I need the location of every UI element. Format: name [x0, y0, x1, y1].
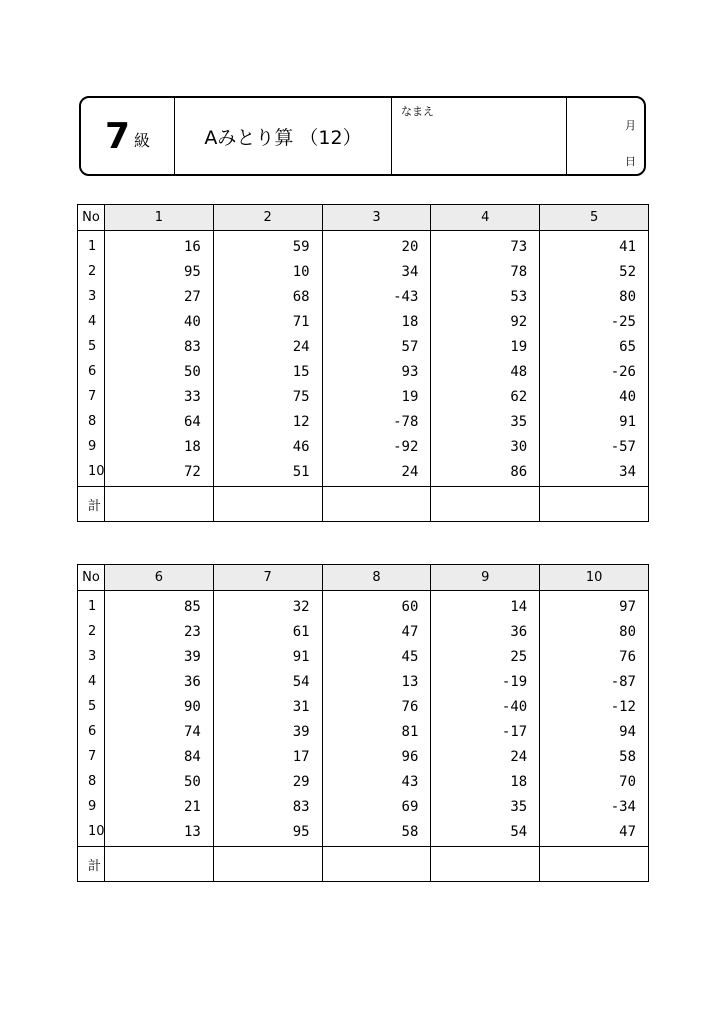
number-cell: 17	[213, 744, 322, 769]
number-cell: 12	[213, 409, 322, 434]
total-label: 計	[78, 487, 105, 522]
table-row	[78, 259, 649, 284]
answer-cell[interactable]	[105, 487, 214, 522]
row-number: 2	[78, 259, 105, 284]
worksheet-title: Aみとり算 （12）	[175, 98, 392, 174]
table-row	[78, 334, 649, 359]
number-cell: -34	[540, 794, 649, 819]
problem-column-header: 6	[105, 565, 214, 591]
grade-suffix: 級	[134, 130, 151, 150]
number-cell: -87	[540, 669, 649, 694]
table-header-row	[78, 205, 649, 231]
row-number: 3	[78, 284, 105, 309]
number-cell: 45	[322, 644, 431, 669]
number-cell: 71	[213, 309, 322, 334]
number-cell: -26	[540, 359, 649, 384]
month-label: 月	[625, 119, 636, 132]
number-cell: 19	[322, 384, 431, 409]
number-cell: 57	[322, 334, 431, 359]
answer-cell[interactable]	[431, 847, 540, 882]
row-number: 9	[78, 434, 105, 459]
table-row	[78, 384, 649, 409]
number-cell: 76	[322, 694, 431, 719]
row-number: 7	[78, 744, 105, 769]
row-number: 5	[78, 334, 105, 359]
number-cell: 21	[105, 794, 214, 819]
number-cell: 46	[213, 434, 322, 459]
number-cell: -19	[431, 669, 540, 694]
number-cell: 73	[431, 231, 540, 260]
number-cell: 90	[105, 694, 214, 719]
number-cell: 29	[213, 769, 322, 794]
problem-column-header: 10	[540, 565, 649, 591]
row-number: 5	[78, 694, 105, 719]
number-cell: 43	[322, 769, 431, 794]
table-row	[78, 591, 649, 620]
number-cell: 65	[540, 334, 649, 359]
number-cell: 20	[322, 231, 431, 260]
number-cell: 60	[322, 591, 431, 620]
table-row	[78, 644, 649, 669]
table-row	[78, 434, 649, 459]
number-cell: 52	[540, 259, 649, 284]
row-number: 6	[78, 359, 105, 384]
number-cell: 96	[322, 744, 431, 769]
table-row	[78, 409, 649, 434]
number-cell: 76	[540, 644, 649, 669]
number-cell: 50	[105, 769, 214, 794]
number-cell: 61	[213, 619, 322, 644]
problem-column-header: 4	[431, 205, 540, 231]
number-cell: 48	[431, 359, 540, 384]
number-cell: 95	[213, 819, 322, 847]
number-cell: 94	[540, 719, 649, 744]
table-row	[78, 694, 649, 719]
number-cell: 85	[105, 591, 214, 620]
answer-cell[interactable]	[105, 847, 214, 882]
answer-cell[interactable]	[322, 487, 431, 522]
no-header: No	[78, 205, 105, 231]
row-number: 7	[78, 384, 105, 409]
number-cell: 41	[540, 231, 649, 260]
number-cell: 32	[213, 591, 322, 620]
problem-column-header: 3	[322, 205, 431, 231]
number-cell: -25	[540, 309, 649, 334]
problem-column-header: 2	[213, 205, 322, 231]
number-cell: 58	[540, 744, 649, 769]
number-cell: 75	[213, 384, 322, 409]
row-number: 6	[78, 719, 105, 744]
number-cell: 93	[322, 359, 431, 384]
number-cell: 86	[431, 459, 540, 487]
number-cell: 33	[105, 384, 214, 409]
table-row	[78, 819, 649, 847]
table-row	[78, 459, 649, 487]
number-cell: 91	[213, 644, 322, 669]
number-cell: 92	[431, 309, 540, 334]
number-cell: 24	[213, 334, 322, 359]
problem-column-header: 9	[431, 565, 540, 591]
number-cell: -57	[540, 434, 649, 459]
number-cell: 40	[105, 309, 214, 334]
number-cell: 23	[105, 619, 214, 644]
number-cell: 54	[431, 819, 540, 847]
number-cell: 18	[105, 434, 214, 459]
number-cell: 80	[540, 619, 649, 644]
number-cell: 40	[540, 384, 649, 409]
number-cell: 80	[540, 284, 649, 309]
number-cell: 34	[540, 459, 649, 487]
number-cell: 30	[431, 434, 540, 459]
number-cell: 47	[322, 619, 431, 644]
number-cell: 18	[431, 769, 540, 794]
number-cell: 13	[105, 819, 214, 847]
table-row	[78, 284, 649, 309]
problem-column-header: 5	[540, 205, 649, 231]
total-label: 計	[78, 847, 105, 882]
number-cell: 14	[431, 591, 540, 620]
number-cell: -78	[322, 409, 431, 434]
number-cell: 34	[322, 259, 431, 284]
answer-cell[interactable]	[322, 847, 431, 882]
number-cell: 39	[213, 719, 322, 744]
row-number: 10	[78, 459, 105, 487]
number-cell: 62	[431, 384, 540, 409]
number-cell: 27	[105, 284, 214, 309]
grade-box	[81, 98, 175, 174]
row-number: 4	[78, 669, 105, 694]
number-cell: 25	[431, 644, 540, 669]
row-number: 8	[78, 409, 105, 434]
number-cell: 36	[105, 669, 214, 694]
number-cell: 36	[431, 619, 540, 644]
problem-column-header: 1	[105, 205, 214, 231]
number-cell: 81	[322, 719, 431, 744]
total-row	[78, 847, 649, 882]
number-cell: 35	[431, 409, 540, 434]
date-field[interactable]	[567, 98, 644, 174]
problem-table-1	[77, 204, 649, 522]
answer-cell[interactable]	[213, 847, 322, 882]
row-number: 8	[78, 769, 105, 794]
number-cell: -92	[322, 434, 431, 459]
number-cell: 74	[105, 719, 214, 744]
number-cell: 72	[105, 459, 214, 487]
table-header-row	[78, 565, 649, 591]
day-label: 日	[625, 155, 636, 168]
number-cell: 70	[540, 769, 649, 794]
number-cell: -43	[322, 284, 431, 309]
number-cell: 51	[213, 459, 322, 487]
row-number: 1	[78, 231, 105, 260]
answer-cell[interactable]	[540, 487, 649, 522]
number-cell: 53	[431, 284, 540, 309]
number-cell: 50	[105, 359, 214, 384]
answer-cell[interactable]	[213, 487, 322, 522]
number-cell: 64	[105, 409, 214, 434]
number-cell: 47	[540, 819, 649, 847]
table-row	[78, 619, 649, 644]
number-cell: 10	[213, 259, 322, 284]
table-row	[78, 309, 649, 334]
row-number: 3	[78, 644, 105, 669]
number-cell: -12	[540, 694, 649, 719]
problem-table-2	[77, 564, 649, 882]
number-cell: 69	[322, 794, 431, 819]
worksheet-header	[79, 96, 646, 176]
number-cell: 15	[213, 359, 322, 384]
number-cell: 13	[322, 669, 431, 694]
row-number: 2	[78, 619, 105, 644]
row-number: 9	[78, 794, 105, 819]
number-cell: 91	[540, 409, 649, 434]
number-cell: 54	[213, 669, 322, 694]
answer-cell[interactable]	[431, 487, 540, 522]
number-cell: 59	[213, 231, 322, 260]
name-field[interactable]	[392, 98, 567, 174]
table-row	[78, 719, 649, 744]
table-row	[78, 669, 649, 694]
number-cell: 18	[322, 309, 431, 334]
number-cell: 83	[105, 334, 214, 359]
table-row	[78, 744, 649, 769]
grade-number: 7	[104, 115, 131, 157]
answer-cell[interactable]	[540, 847, 649, 882]
number-cell: 19	[431, 334, 540, 359]
number-cell: 24	[431, 744, 540, 769]
row-number: 10	[78, 819, 105, 847]
table-row	[78, 231, 649, 260]
row-number: 4	[78, 309, 105, 334]
number-cell: 58	[322, 819, 431, 847]
total-row	[78, 487, 649, 522]
problem-column-header: 7	[213, 565, 322, 591]
number-cell: 16	[105, 231, 214, 260]
name-label: なまえ	[401, 105, 434, 118]
number-cell: -40	[431, 694, 540, 719]
number-cell: 84	[105, 744, 214, 769]
number-cell: 24	[322, 459, 431, 487]
no-header: No	[78, 565, 105, 591]
number-cell: 35	[431, 794, 540, 819]
table-row	[78, 769, 649, 794]
number-cell: 39	[105, 644, 214, 669]
number-cell: 68	[213, 284, 322, 309]
problem-column-header: 8	[322, 565, 431, 591]
row-number: 1	[78, 591, 105, 620]
number-cell: -17	[431, 719, 540, 744]
number-cell: 83	[213, 794, 322, 819]
number-cell: 97	[540, 591, 649, 620]
number-cell: 95	[105, 259, 214, 284]
table-row	[78, 359, 649, 384]
table-row	[78, 794, 649, 819]
number-cell: 31	[213, 694, 322, 719]
number-cell: 78	[431, 259, 540, 284]
